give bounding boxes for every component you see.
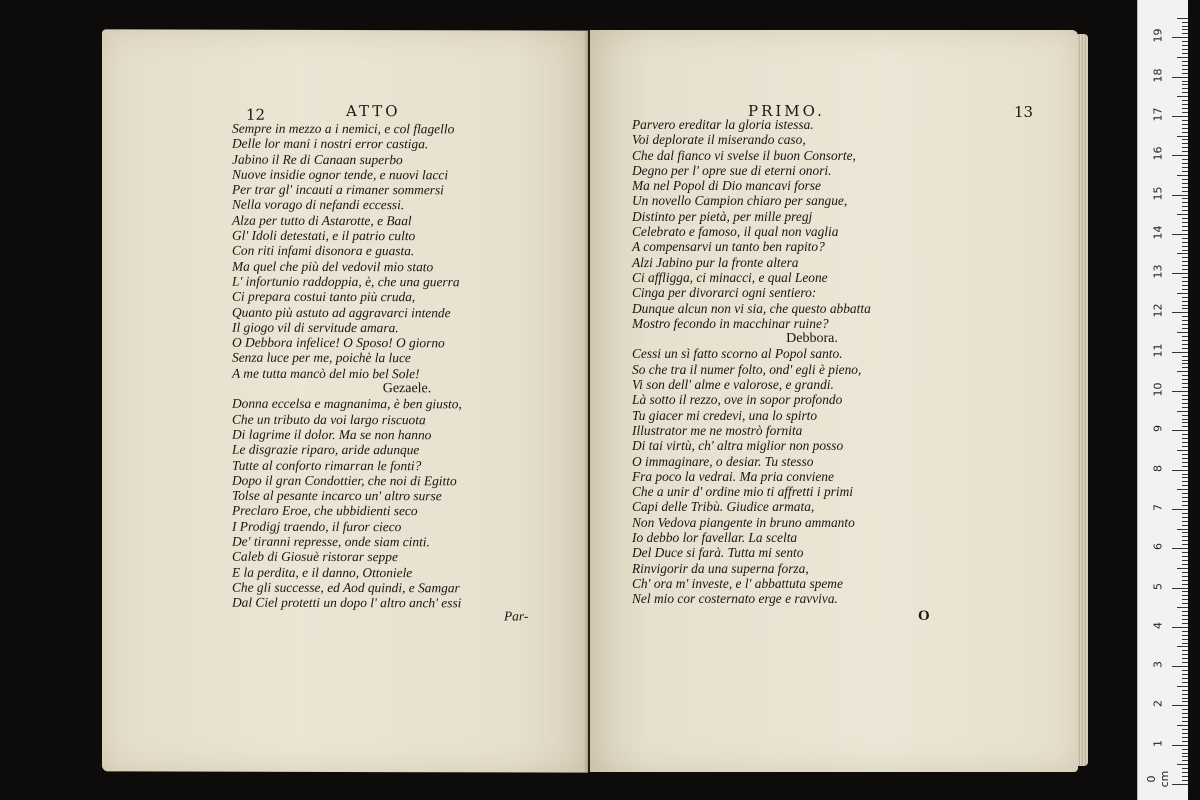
ruler-tick: [1182, 662, 1188, 663]
ruler-tick: [1182, 682, 1188, 683]
ruler-tick: [1182, 756, 1188, 757]
ruler-label: 16: [1151, 146, 1165, 161]
ruler-tick: [1182, 658, 1188, 659]
ruler-tick: [1182, 595, 1188, 596]
ruler-tick: [1182, 289, 1188, 290]
verse-line: Alza per tutto di Astarotte, e Baal: [232, 212, 412, 228]
ruler-tick: [1182, 603, 1188, 604]
ruler-tick: [1182, 709, 1188, 710]
ruler-label: 4: [1151, 621, 1165, 629]
ruler-label: 7: [1151, 503, 1165, 511]
ruler-tick: [1182, 139, 1188, 140]
verse-line: Dunque alcun non vi sia, che questo abbatta: [632, 300, 871, 316]
ruler-tick: [1182, 701, 1188, 702]
ruler-tick: [1182, 438, 1188, 439]
running-header-left: ATTO: [346, 102, 401, 121]
ruler-tick: [1182, 206, 1188, 207]
ruler-tick: [1182, 674, 1188, 675]
verse-line: E la perdita, e il danno, Ottoniele: [232, 564, 413, 580]
ruler-tick: [1172, 627, 1188, 628]
verse-line: So che tra il numer folto, ond' egli è pieno,: [632, 361, 862, 377]
ruler-tick: [1182, 426, 1188, 427]
verse-line: L' infortunio raddoppia, è, che una guerra: [232, 273, 460, 290]
ruler-tick: [1182, 246, 1188, 247]
verse-line: Del Duce si farà. Tutta mi sento: [632, 545, 804, 561]
verse-line: Cinga per divorarci ogni sentiero:: [632, 285, 817, 301]
ruler-tick: [1172, 470, 1188, 471]
ruler-label: 6: [1151, 543, 1165, 551]
ruler-tick: [1182, 191, 1188, 192]
ruler-tick: [1182, 434, 1188, 435]
ruler-tick: [1177, 489, 1188, 490]
verse-line: Dal Ciel protetti un dopo l' altro anch' essi: [232, 594, 462, 611]
ruler-tick: [1182, 611, 1188, 612]
verse-line: Io debbo lor favellar. La scelta: [632, 530, 798, 546]
verse-line: Con riti infami disonora e guasta.: [232, 243, 415, 259]
ruler-tick: [1177, 136, 1188, 137]
verse-line: Distinto per pietà, per mille pregj: [632, 208, 813, 224]
ruler-tick: [1182, 517, 1188, 518]
ruler-tick: [1182, 442, 1188, 443]
ruler-tick: [1182, 124, 1188, 125]
verse-line: Capi delle Tribù. Giudice armata,: [632, 499, 815, 515]
ruler-tick: [1182, 120, 1188, 121]
ruler-tick: [1177, 253, 1188, 254]
verse-line: Per trar gl' incauti a rimaner sommersi: [232, 181, 444, 198]
verse-line: Parvero ereditar la gloria istessa.: [632, 117, 814, 132]
ruler-tick: [1182, 112, 1188, 113]
ruler-tick: [1177, 175, 1188, 176]
verse-line: Che a unir d' ordine mio ti affretti i primi: [632, 484, 853, 500]
ruler-tick: [1172, 273, 1188, 274]
ruler-tick: [1182, 324, 1188, 325]
verse-line: Quanto più astuto ad aggravarci intende: [232, 304, 451, 320]
verse-line: Là sotto il rezzo, ove in sopor profondo: [632, 392, 843, 408]
verse-line: Nella vorago di nefandi eccessi.: [232, 197, 405, 213]
verse-line: A compensarvi un tanto ben rapito?: [632, 239, 825, 255]
ruler-tick: [1182, 474, 1188, 475]
ruler-tick: [1172, 745, 1188, 746]
catchword: Par-: [504, 608, 529, 624]
ruler-tick: [1182, 749, 1188, 750]
ruler-tick: [1182, 265, 1188, 266]
ruler-label: 10: [1151, 382, 1165, 397]
ruler-label: 8: [1151, 464, 1165, 472]
ruler-tick: [1172, 155, 1188, 156]
ruler-tick: [1182, 257, 1188, 258]
ruler-tick: [1182, 552, 1188, 553]
page-number-right: 13: [1014, 103, 1034, 121]
ruler-tick: [1182, 454, 1188, 455]
verse-line: O Debbora infelice! O Sposo! O giorno: [232, 334, 445, 351]
ruler-tick: [1182, 308, 1188, 309]
ruler-label: 0 cm: [1145, 770, 1171, 788]
verse-line: Mostro fecondo in macchinar ruine?: [632, 315, 829, 331]
verse-line: Che gli successe, ed Aod quindi, e Samgar: [232, 579, 460, 596]
speaker-name: Debbora.: [786, 331, 838, 347]
ruler-tick: [1182, 171, 1188, 172]
ruler-tick: [1177, 725, 1188, 726]
ruler-tick: [1182, 218, 1188, 219]
ruler-tick: [1182, 375, 1188, 376]
ruler-tick: [1182, 45, 1188, 46]
verse-line: Jabino il Re di Canaan superbo: [232, 151, 403, 167]
ruler-tick: [1182, 780, 1188, 781]
ruler-tick: [1182, 151, 1188, 152]
ruler-label: 13: [1151, 264, 1165, 279]
ruler-tick: [1182, 422, 1188, 423]
ruler-tick: [1182, 776, 1188, 777]
ruler-tick: [1182, 678, 1188, 679]
ruler-tick: [1172, 548, 1188, 549]
verse-line: A me tutta mancò del mio bel Sole!: [232, 365, 420, 381]
verse-line: Ma nel Popol di Dio mancavi forse: [632, 178, 821, 194]
ruler-tick: [1182, 623, 1188, 624]
ruler-tick: [1177, 764, 1188, 765]
ruler-tick: [1177, 96, 1188, 97]
ruler-tick: [1177, 332, 1188, 333]
ruler-tick: [1172, 430, 1188, 431]
ruler-tick: [1182, 363, 1188, 364]
ruler-tick: [1182, 316, 1188, 317]
ruler-tick: [1182, 222, 1188, 223]
verse-line: Nel mio cor costernato erge e ravviva.: [632, 591, 838, 607]
ruler-tick: [1182, 187, 1188, 188]
ruler-tick: [1182, 466, 1188, 467]
ruler-tick: [1182, 328, 1188, 329]
ruler-tick: [1182, 159, 1188, 160]
ruler-tick: [1182, 505, 1188, 506]
ruler-tick: [1182, 395, 1188, 396]
ruler-tick: [1182, 88, 1188, 89]
ruler-tick: [1182, 147, 1188, 148]
ruler-tick: [1182, 238, 1188, 239]
verse-line: Le disgrazie riparo, aride adunque: [232, 441, 420, 458]
ruler-tick: [1172, 705, 1188, 706]
verse-line: Donna eccelsa e magnanima, è ben giusto,: [232, 396, 462, 412]
ruler-tick: [1182, 320, 1188, 321]
ruler-tick: [1177, 529, 1188, 530]
ruler-tick: [1182, 383, 1188, 384]
ruler-tick: [1182, 540, 1188, 541]
verse-line: Ch' ora m' investe, e l' abbattuta speme: [632, 575, 843, 591]
ruler-tick: [1182, 301, 1188, 302]
ruler-tick: [1182, 650, 1188, 651]
ruler-tick: [1182, 493, 1188, 494]
ruler-tick: [1177, 214, 1188, 215]
ruler-tick: [1182, 49, 1188, 50]
ruler-tick: [1182, 631, 1188, 632]
ruler-tick: [1182, 477, 1188, 478]
ruler-tick: [1182, 615, 1188, 616]
left-page: [102, 29, 588, 772]
ruler-tick: [1172, 312, 1188, 313]
ruler-tick: [1182, 772, 1188, 773]
ruler-tick: [1182, 415, 1188, 416]
ruler-tick: [1182, 269, 1188, 270]
ruler-tick: [1182, 356, 1188, 357]
ruler-tick: [1182, 753, 1188, 754]
running-header-right: PRIMO.: [748, 102, 825, 120]
ruler-tick: [1182, 143, 1188, 144]
ruler-tick: [1182, 403, 1188, 404]
verse-line: Di lagrime il dolor. Ma se non hanno: [232, 426, 432, 443]
ruler-tick: [1172, 509, 1188, 510]
measuring-ruler: [1137, 0, 1188, 800]
ruler-tick: [1182, 521, 1188, 522]
ruler-tick: [1172, 77, 1188, 78]
page-number-left: 12: [246, 105, 266, 124]
verse-line: O immaginare, o desiar. Tu stesso: [632, 453, 814, 469]
ruler-tick: [1182, 513, 1188, 514]
ruler-tick: [1182, 525, 1188, 526]
verse-line: Ma quel che più del vedovil mio stato: [232, 258, 434, 274]
verse-line: Che un tributo da voi largo riscuota: [232, 411, 426, 427]
ruler-label: 14: [1151, 225, 1165, 240]
ruler-tick: [1182, 84, 1188, 85]
verse-line: Vi son dell' alme e valorose, e grandi.: [632, 377, 834, 393]
ruler-label: 18: [1151, 68, 1165, 83]
ruler-tick: [1182, 532, 1188, 533]
verse-line: Degno per l' opre sue di eterni onori.: [632, 162, 832, 178]
ruler-tick: [1182, 639, 1188, 640]
right-page: [590, 30, 1078, 772]
ruler-tick: [1182, 536, 1188, 537]
ruler-label: 17: [1151, 107, 1165, 122]
verse-line: Ci affligga, ci minacci, e qual Leone: [632, 269, 828, 285]
ruler-label: 15: [1151, 186, 1165, 200]
ruler-tick: [1172, 234, 1188, 235]
ruler-tick: [1172, 352, 1188, 353]
ruler-tick: [1182, 167, 1188, 168]
ruler-tick: [1182, 179, 1188, 180]
ruler-tick: [1182, 242, 1188, 243]
ruler-tick: [1182, 226, 1188, 227]
verse-line: Tolse al pesante incarco un' altro surse: [232, 487, 442, 504]
ruler-tick: [1172, 391, 1188, 392]
ruler-tick: [1182, 367, 1188, 368]
verse-line: Fra poco la vedrai. Ma pria conviene: [632, 468, 834, 484]
ruler-tick: [1182, 277, 1188, 278]
ruler-tick: [1182, 198, 1188, 199]
verse-line: I Prodigj traendo, il furor cieco: [232, 518, 402, 534]
ruler-tick: [1182, 768, 1188, 769]
ruler-tick: [1177, 646, 1188, 647]
ruler-tick: [1177, 607, 1188, 608]
ruler-tick: [1182, 580, 1188, 581]
ruler-tick: [1182, 132, 1188, 133]
ruler-tick: [1182, 741, 1188, 742]
ruler-label: 5: [1151, 582, 1165, 590]
ruler-tick: [1182, 305, 1188, 306]
ruler-tick: [1182, 556, 1188, 557]
ruler-tick: [1172, 588, 1188, 589]
ruler-tick: [1182, 53, 1188, 54]
ruler-tick: [1182, 576, 1188, 577]
ruler-tick: [1177, 18, 1188, 19]
verse-line: Di tai virtù, ch' altra miglior non posso: [632, 438, 844, 454]
ruler-tick: [1172, 784, 1188, 785]
ruler-tick: [1182, 544, 1188, 545]
ruler-tick: [1182, 128, 1188, 129]
ruler-tick: [1182, 737, 1188, 738]
ruler-tick: [1182, 690, 1188, 691]
ruler-tick: [1172, 195, 1188, 196]
ruler-tick: [1182, 26, 1188, 27]
verse-line: Tu giacer mi credevi, una lo spirto: [632, 407, 818, 423]
verse-line: Non Vedova piangente in bruno ammanto: [632, 514, 855, 530]
right-page-text: [632, 117, 992, 607]
verse-line: Cessi un sì fatto scorno al Popol santo.: [632, 346, 843, 362]
verse-line: De' tiranni represse, onde siam cinti.: [232, 533, 430, 550]
ruler-tick: [1172, 37, 1188, 38]
ruler-tick: [1182, 340, 1188, 341]
verse-line: Gl' Idoli detestati, e il patrio culto: [232, 227, 416, 244]
ruler-tick: [1182, 69, 1188, 70]
ruler-label: 3: [1151, 661, 1165, 669]
verse-line: Rinvigorir da una superna forza,: [632, 560, 809, 576]
verse-line: Senza luce per me, poichè la luce: [232, 350, 411, 366]
verse-line: Alzi Jabino pur la fronte altera: [632, 254, 799, 270]
ruler-tick: [1172, 116, 1188, 117]
ruler-tick: [1182, 485, 1188, 486]
ruler-label: 19: [1151, 28, 1165, 43]
ruler-tick: [1182, 297, 1188, 298]
ruler-tick: [1182, 446, 1188, 447]
ruler-tick: [1182, 41, 1188, 42]
verse-line: Il giogo vil di servitude amara.: [232, 319, 399, 335]
ruler-tick: [1177, 293, 1188, 294]
open-book: [102, 30, 1086, 772]
ruler-tick: [1182, 584, 1188, 585]
ruler-tick: [1182, 92, 1188, 93]
verse-line: Delle lor mani i nostri error castiga.: [232, 136, 429, 152]
speaker-name: Gezaele.: [382, 381, 432, 397]
ruler-tick: [1182, 497, 1188, 498]
ruler-tick: [1182, 202, 1188, 203]
ruler-tick: [1177, 57, 1188, 58]
ruler-tick: [1182, 721, 1188, 722]
ruler-tick: [1182, 348, 1188, 349]
ruler-tick: [1182, 599, 1188, 600]
ruler-tick: [1182, 33, 1188, 34]
verse-line: Un novello Campion chiaro per sangue,: [632, 193, 848, 209]
ruler-tick: [1182, 29, 1188, 30]
ruler-tick: [1182, 399, 1188, 400]
ruler-tick: [1182, 501, 1188, 502]
ruler-tick: [1182, 643, 1188, 644]
ruler-label: 1: [1151, 739, 1165, 747]
verse-line: Illustrator me ne mostrò fornita: [632, 422, 803, 438]
ruler-tick: [1182, 760, 1188, 761]
ruler-tick: [1182, 230, 1188, 231]
ruler-tick: [1182, 344, 1188, 345]
verse-line: Caleb di Giosuè ristorar seppe: [232, 549, 398, 565]
ruler-tick: [1177, 568, 1188, 569]
ruler-tick: [1182, 81, 1188, 82]
ruler-tick: [1182, 22, 1188, 23]
ruler-tick: [1182, 462, 1188, 463]
ruler-tick: [1182, 713, 1188, 714]
ruler-tick: [1182, 100, 1188, 101]
verse-line: Voi deplorate il miserando caso,: [632, 132, 806, 148]
ruler-tick: [1182, 407, 1188, 408]
ruler-tick: [1177, 686, 1188, 687]
verse-line: Tutte al conforto rimarran le fonti?: [232, 457, 422, 473]
ruler-label: 11: [1151, 343, 1165, 358]
ruler-tick: [1182, 65, 1188, 66]
ruler-tick: [1182, 419, 1188, 420]
ruler-label: 12: [1151, 303, 1165, 318]
verse-line: Sempre in mezzo a i nemici, e col flagello: [232, 120, 455, 137]
ruler-tick: [1182, 698, 1188, 699]
ruler-tick: [1172, 666, 1188, 667]
ruler-tick: [1182, 733, 1188, 734]
ruler-tick: [1182, 572, 1188, 573]
ruler-tick: [1182, 183, 1188, 184]
ruler-label: 2: [1151, 700, 1165, 708]
verse-line: Ci prepara costui tanto più cruda,: [232, 288, 416, 305]
ruler-tick: [1182, 564, 1188, 565]
ruler-tick: [1182, 379, 1188, 380]
ruler-tick: [1182, 360, 1188, 361]
ruler-tick: [1182, 250, 1188, 251]
ruler-tick: [1182, 61, 1188, 62]
ruler-tick: [1182, 281, 1188, 282]
ruler-tick: [1182, 729, 1188, 730]
ruler-tick: [1177, 450, 1188, 451]
ruler-tick: [1182, 654, 1188, 655]
ruler-tick: [1182, 717, 1188, 718]
ruler-tick: [1182, 458, 1188, 459]
verse-line: Celebrato e famoso, il qual non vaglia: [632, 224, 839, 240]
ruler-tick: [1182, 210, 1188, 211]
ruler-tick: [1182, 163, 1188, 164]
ruler-tick: [1182, 619, 1188, 620]
ruler-tick: [1182, 104, 1188, 105]
ruler-label: 9: [1151, 425, 1165, 433]
ruler-tick: [1182, 387, 1188, 388]
ruler-tick: [1182, 108, 1188, 109]
ruler-tick: [1182, 336, 1188, 337]
ruler-tick: [1182, 481, 1188, 482]
ruler-tick: [1182, 285, 1188, 286]
ruler-tick: [1182, 73, 1188, 74]
verse-line: Preclaro Eroe, che ubbidienti seco: [232, 503, 418, 519]
ruler-tick: [1182, 560, 1188, 561]
ruler-tick: [1177, 411, 1188, 412]
verse-line: Nuove insidie ognor tende, e nuovi lacci: [232, 166, 449, 183]
verse-line: Che dal fianco vi svelse il buon Consorte,: [632, 147, 856, 163]
ruler-tick: [1182, 591, 1188, 592]
signature-mark: O: [918, 608, 930, 624]
ruler-tick: [1182, 635, 1188, 636]
verse-line: Dopo il gran Condottier, che noi di Egitto: [232, 472, 457, 489]
ruler-tick: [1182, 694, 1188, 695]
ruler-tick: [1182, 670, 1188, 671]
ruler-tick: [1177, 371, 1188, 372]
ruler-tick: [1182, 261, 1188, 262]
left-page-text: [232, 121, 582, 611]
